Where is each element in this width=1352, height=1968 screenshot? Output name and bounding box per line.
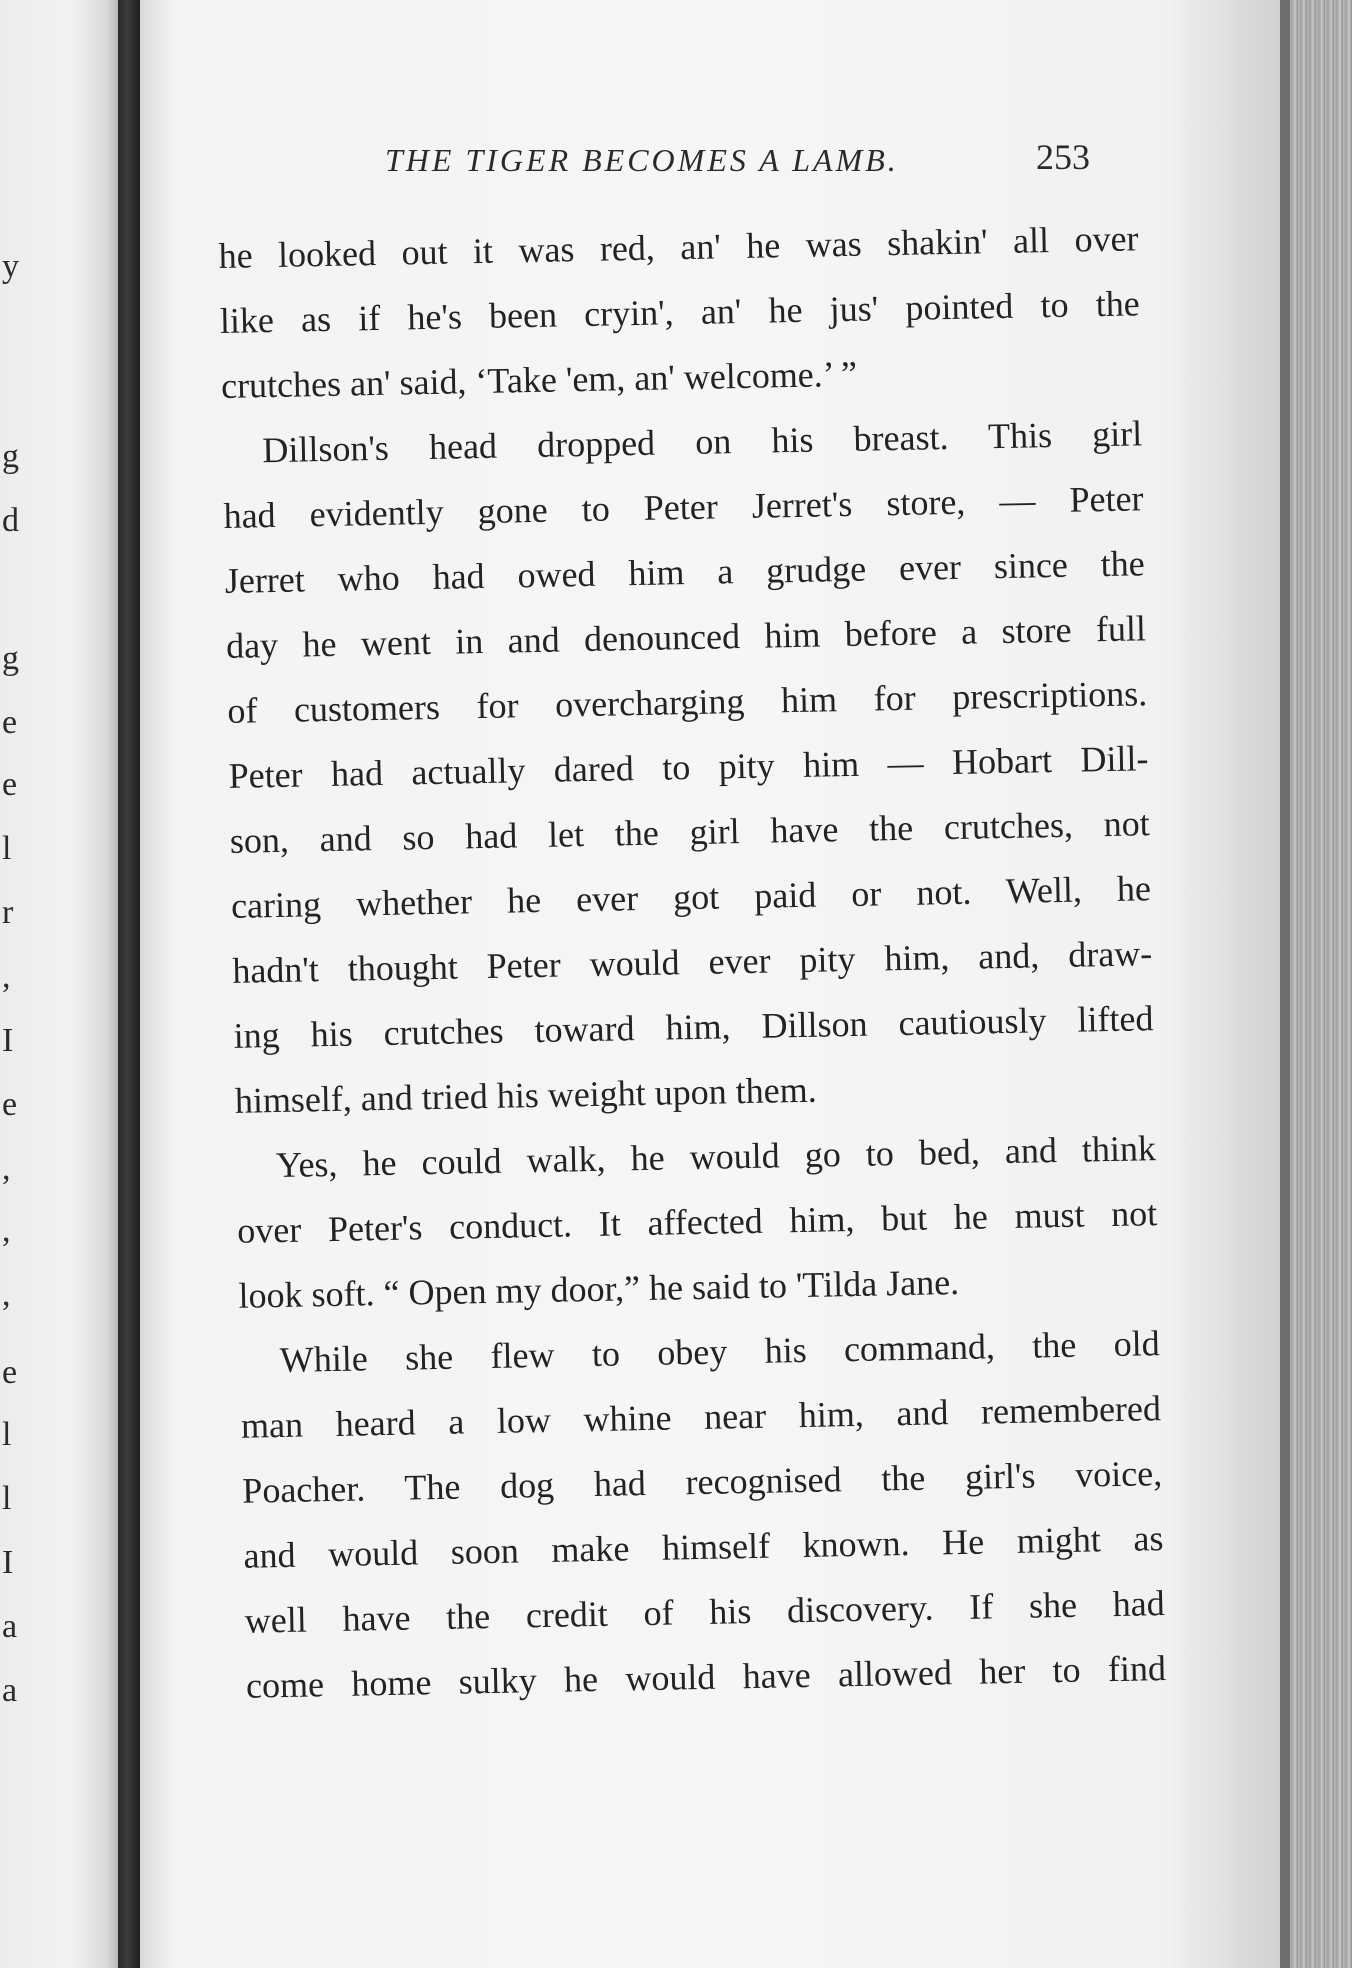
body-text [218,206,1167,1718]
margin-letter: e [2,766,18,803]
text-line: crutches an' said, ‘Take 'em, an' welcome.’ ” [220,353,858,406]
text-line: Yes, he could walk, he would go to bed, and think [275,1128,1157,1186]
previous-page-edge [0,0,118,1968]
margin-letter: d [2,502,19,539]
text-line: he looked out it was red, an' he was shakin' all over [218,218,1139,276]
text-line: well have the credit of his discovery. If she had [244,1583,1166,1641]
margin-letter: y [2,248,19,285]
margin-letter: e [2,1354,18,1391]
text-line: caring whether he ever got paid or not. Well, he [230,868,1152,926]
page-stack-shadow [1280,0,1290,1968]
previous-page-letter-column [0,0,30,1968]
margin-letter: l [2,1416,12,1453]
text-line: of customers for overcharging him for prescriptions. [226,673,1148,731]
text-line: man heard a low whine near him, and remembered [240,1388,1162,1446]
running-head: THE TIGER BECOMES A LAMB. [385,142,899,178]
margin-letter: l [2,830,12,867]
page-number: 253 [1036,137,1090,177]
margin-letter: e [2,1086,18,1123]
text-line: son, and so had let the girl have the crutches, not [229,803,1151,861]
text-line: Dillson's head dropped on his breast. This girl [261,413,1143,471]
margin-letter: , [2,1212,11,1249]
margin-letter: a [2,1672,18,1709]
text-line: look soft. “ Open my door,” he said to 'Tilda Jane. [238,1261,960,1316]
text-line: like as if he's been cryin', an' he jus' pointed to the [219,283,1141,341]
page-stack-edge [1280,0,1352,1968]
text-line: day he went in and denounced him before a store full [225,608,1147,666]
book-spine-gutter [118,0,140,1968]
margin-letter: , [2,1276,11,1313]
text-line: hadn't thought Peter would ever pity him, and, draw- [231,933,1153,991]
margin-letter: e [2,704,18,741]
text-line: had evidently gone to Peter Jerret's store, — Peter [223,478,1144,536]
margin-letter: r [2,894,14,931]
text-line: Poacher. The dog had recognised the girl's voice, [241,1453,1163,1511]
text-line: ing his crutches toward him, Dillson cautiously lifted [233,998,1154,1056]
text-line: Peter had actually dared to pity him — Hobart Dill- [228,738,1149,796]
text-line: While she flew to obey his command, the old [279,1323,1161,1381]
text-line: himself, and tried his weight upon them. [234,1069,818,1121]
margin-letter: I [2,1022,14,1059]
text-line: and would soon make himself known. He might as [243,1518,1164,1576]
margin-letter: , [2,958,11,995]
margin-letter: I [2,1544,14,1581]
margin-letter: l [2,1480,12,1517]
margin-letter: g [2,640,19,677]
margin-letter: g [2,438,19,475]
margin-letter: a [2,1608,18,1645]
text-line: come home sulky he would have allowed her to find [245,1648,1167,1706]
margin-letter: , [2,1150,11,1187]
text-line: Jerret who had owed him a grudge ever since the [224,543,1146,601]
text-line: over Peter's conduct. It affected him, but he must not [236,1193,1158,1251]
